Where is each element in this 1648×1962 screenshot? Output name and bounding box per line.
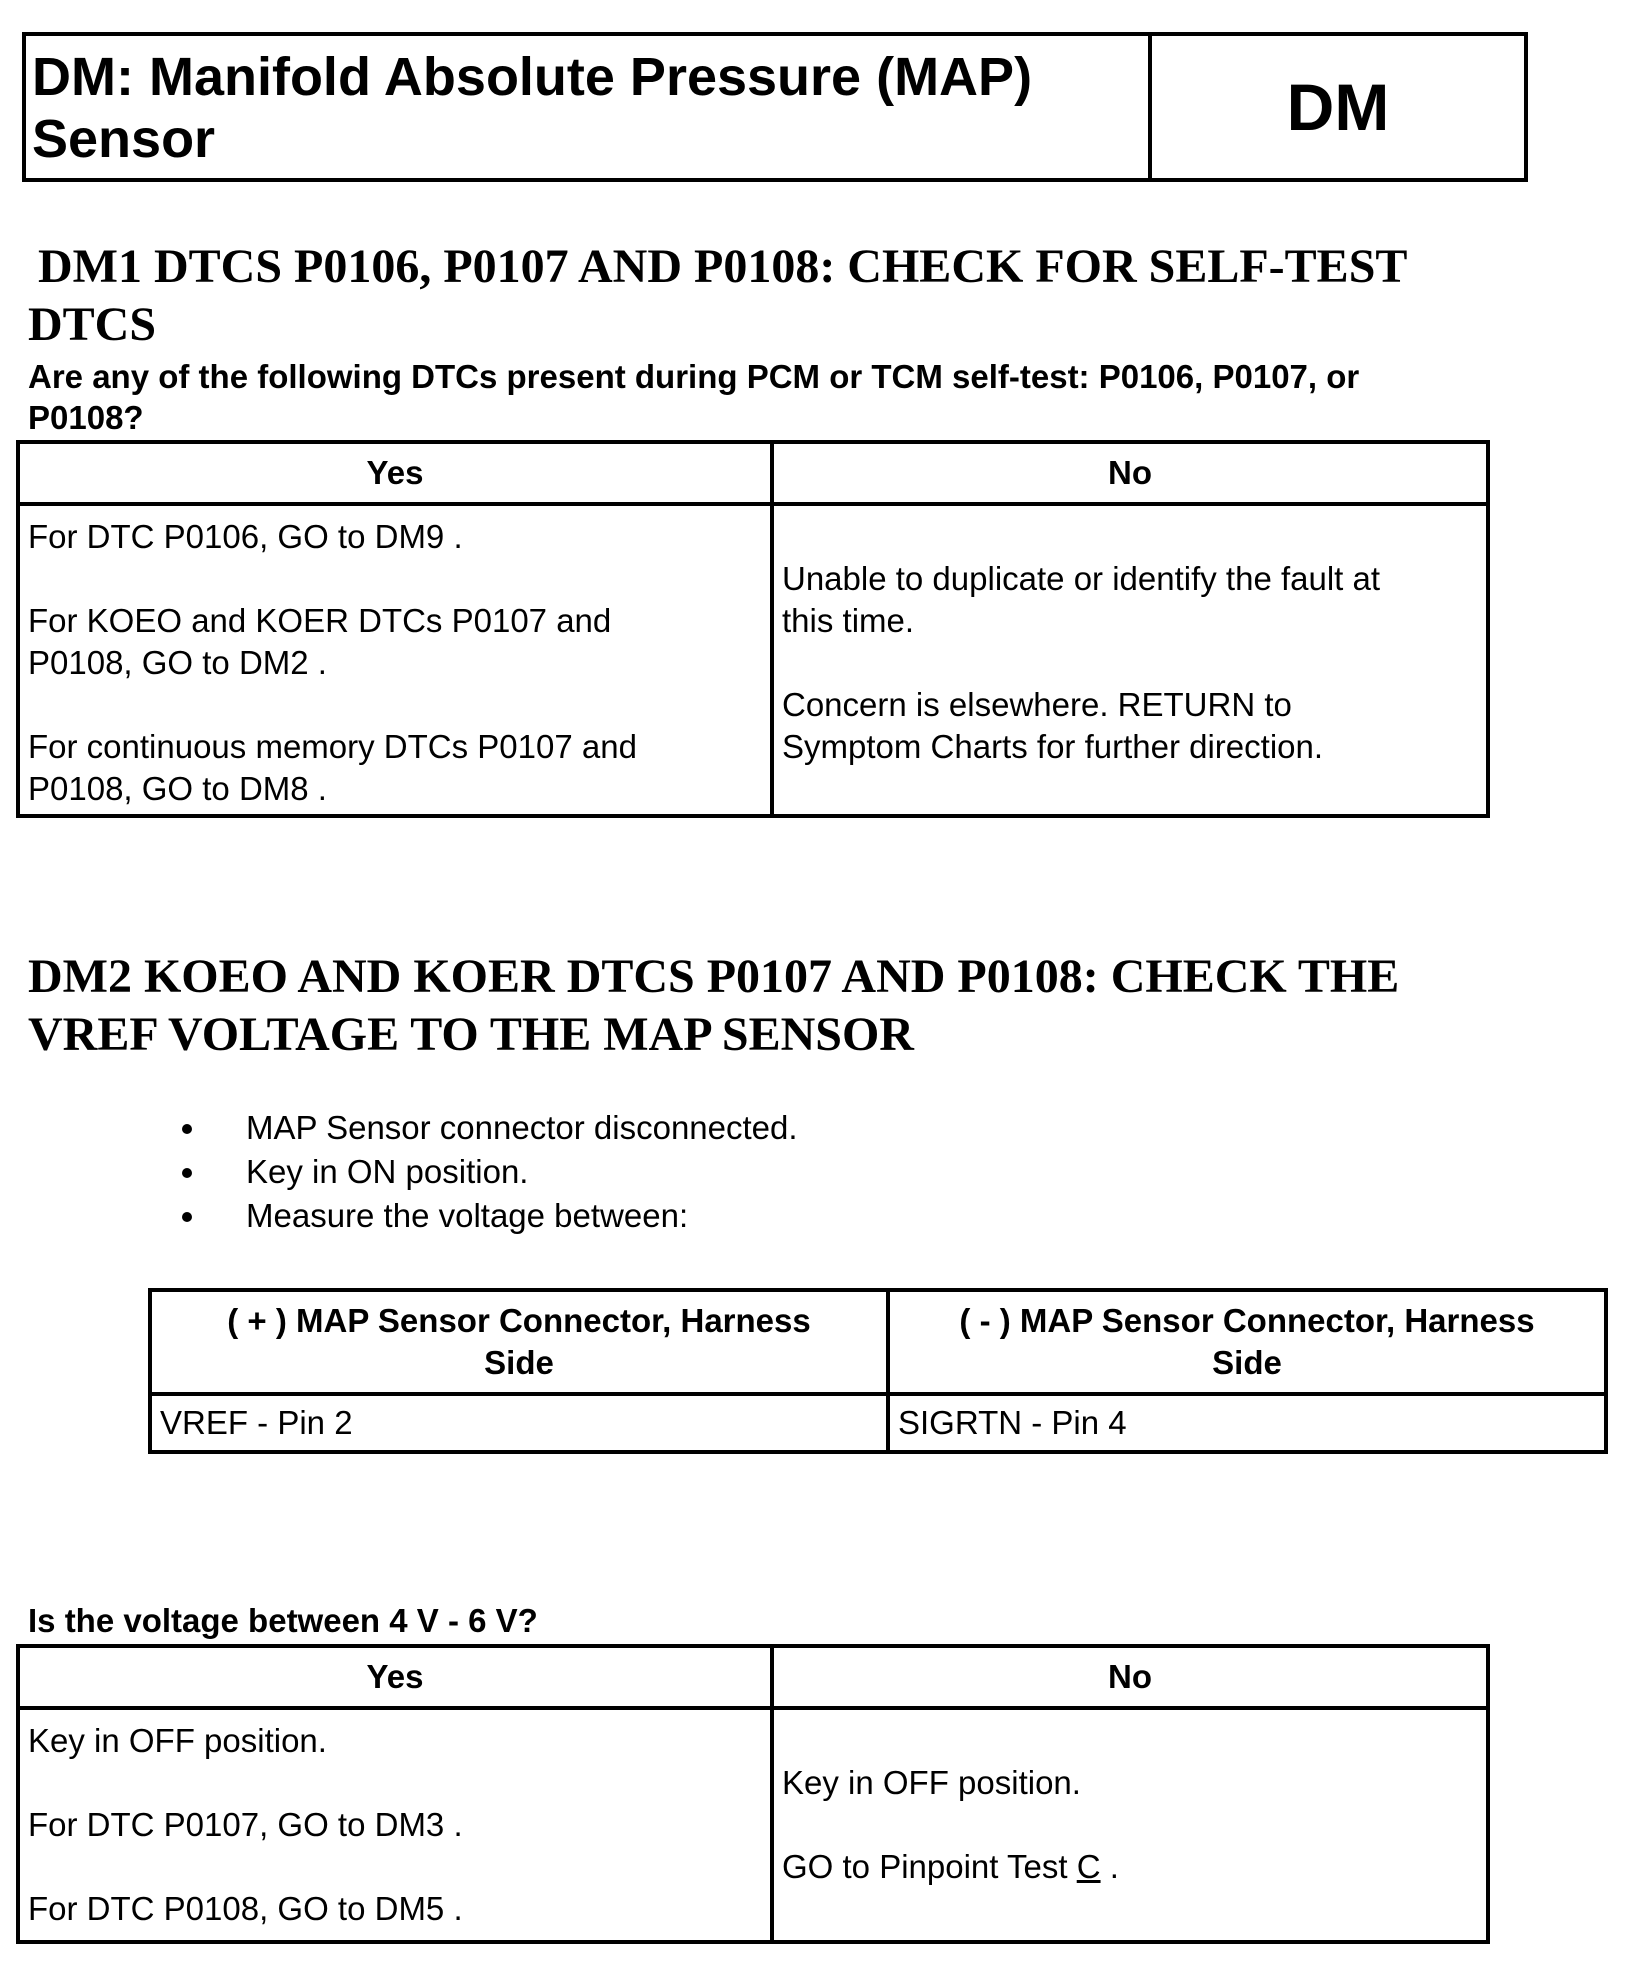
dm1-heading-line-1: DM1 DTCS P0106, P0107 AND P0108: CHECK FOR SELF-TEST bbox=[38, 240, 1408, 293]
dm2-heading bbox=[28, 948, 1528, 1064]
dm2-no-header: No bbox=[772, 1646, 1488, 1708]
dm2-no-line: Key in OFF position. bbox=[782, 1764, 1081, 1801]
page-title-line-1: DM: Manifold Absolute Pressure (MAP) bbox=[32, 47, 1033, 107]
dm2-yes-line: For DTC P0107, GO to DM3 . bbox=[28, 1806, 463, 1843]
dm1-yes-line: P0108, GO to DM2 . bbox=[28, 644, 327, 681]
dm1-no-line: this time. bbox=[782, 602, 915, 639]
pinpoint-prefix: GO to Pinpoint Test bbox=[782, 1848, 1077, 1885]
measure-pos-value: VREF - Pin 2 bbox=[150, 1394, 888, 1452]
dm2-no-line-pinpoint bbox=[782, 1846, 1478, 1888]
dm1-yes-line: For continuous memory DTCs P0107 and bbox=[28, 728, 637, 765]
dm1-yes-header: Yes bbox=[18, 442, 772, 504]
pinpoint-test-link[interactable]: C bbox=[1076, 1848, 1101, 1885]
page-title-line-2: Sensor bbox=[32, 109, 216, 169]
dm1-no-line: Unable to duplicate or identify the fault at bbox=[782, 560, 1381, 597]
measure-neg-header-line-1: ( - ) MAP Sensor Connector, Harness bbox=[959, 1302, 1535, 1339]
dm1-question-line-1: Are any of the following DTCs present during PCM or TCM self-test: P0106, P0107, or bbox=[28, 358, 1360, 395]
list-item: Measure the voltage between: bbox=[160, 1194, 798, 1238]
page-header bbox=[22, 32, 1528, 182]
measure-pos-header-line-1: ( + ) MAP Sensor Connector, Harness bbox=[227, 1302, 811, 1339]
dm2-question: Is the voltage between 4 V - 6 V? bbox=[28, 1602, 538, 1639]
dm1-no-line: Symptom Charts for further direction. bbox=[782, 728, 1324, 765]
measure-neg-header bbox=[888, 1290, 1606, 1394]
dm2-yes-line: For DTC P0108, GO to DM5 . bbox=[28, 1890, 463, 1927]
dm2-yes-header: Yes bbox=[18, 1646, 772, 1708]
dm2-steps-list bbox=[160, 1106, 798, 1238]
dm1-heading-cont bbox=[28, 296, 1528, 354]
list-item: Key in ON position. bbox=[160, 1150, 798, 1194]
dm1-heading bbox=[38, 238, 1538, 296]
section-code: DM bbox=[1286, 70, 1390, 144]
dm2-heading-line-2: VREF VOLTAGE TO THE MAP SENSOR bbox=[28, 1008, 914, 1061]
dm1-no-header: No bbox=[772, 442, 1488, 504]
dm1-yes-line: For DTC P0106, GO to DM9 . bbox=[28, 518, 463, 555]
dm1-yes-line: P0108, GO to DM8 . bbox=[28, 770, 327, 807]
dm2-yes-cell bbox=[18, 1708, 772, 1942]
dm1-yes-cell bbox=[18, 504, 772, 816]
measure-pos-header-line-2: Side bbox=[484, 1344, 554, 1381]
measure-table bbox=[148, 1288, 1608, 1454]
dm1-yes-line: For KOEO and KOER DTCs P0107 and bbox=[28, 602, 612, 639]
page-title bbox=[26, 36, 1152, 178]
pinpoint-suffix: . bbox=[1100, 1848, 1119, 1885]
dm2-no-cell bbox=[772, 1708, 1488, 1942]
measure-neg-header-line-2: Side bbox=[1212, 1344, 1282, 1381]
dm1-heading-line-2: DTCS bbox=[28, 298, 157, 351]
list-item: MAP Sensor connector disconnected. bbox=[160, 1106, 798, 1150]
dm1-question bbox=[28, 356, 1528, 438]
dm2-heading-line-1: DM2 KOEO AND KOER DTCS P0107 AND P0108: CHECK THE bbox=[28, 950, 1400, 1003]
dm1-decision-table bbox=[16, 440, 1490, 818]
dm2-yes-line: Key in OFF position. bbox=[28, 1722, 327, 1759]
dm1-no-line: Concern is elsewhere. RETURN to bbox=[782, 686, 1292, 723]
dm2-decision-table bbox=[16, 1644, 1490, 1944]
measure-pos-header bbox=[150, 1290, 888, 1394]
dm1-no-cell bbox=[772, 504, 1488, 816]
measure-neg-value: SIGRTN - Pin 4 bbox=[888, 1394, 1606, 1452]
dm1-question-line-2: P0108? bbox=[28, 399, 144, 436]
